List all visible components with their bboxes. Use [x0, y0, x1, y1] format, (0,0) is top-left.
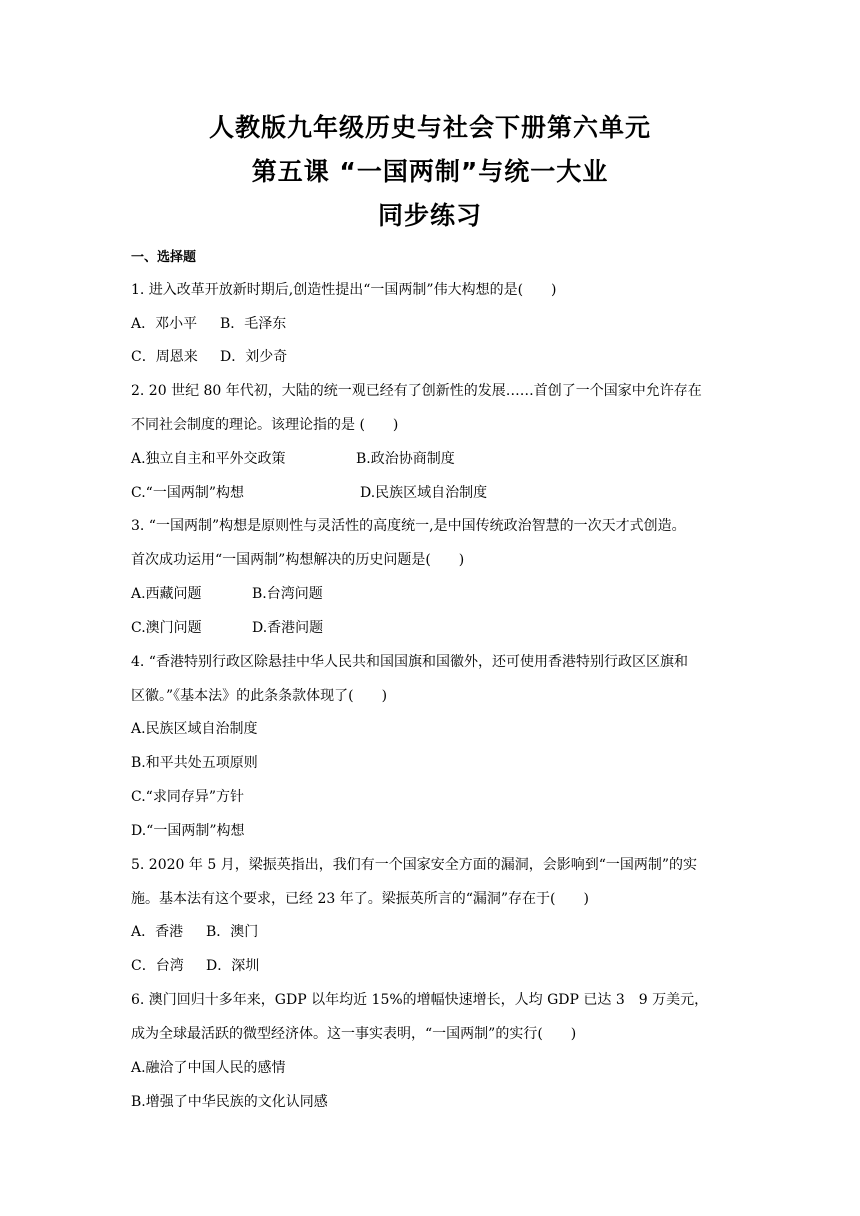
question-5-stem-line-1: 5. 2020 年 5 月，梁振英指出，我们有一个国家安全方面的漏洞，会影响到“一国两制”的实 — [131, 857, 698, 873]
question-2-option-a: A.独立自主和平外交政策 — [131, 451, 286, 467]
question-4-option-d: D.“一国两制”构想 — [131, 823, 245, 839]
question-4-option-b: B.和平共处五项原则 — [131, 755, 258, 771]
question-6-stem-line-1: 6. 澳门回归十多年来，GDP 以年均近 15%的增幅快速增长，人均 GDP 已达 3 9 万美元， — [131, 992, 709, 1008]
question-3-option-b: B.台湾问题 — [252, 586, 323, 602]
section-heading: 一、选择题 — [131, 250, 197, 265]
question-1-option-c: C．周恩来 — [131, 349, 198, 365]
question-2-option-c: C.“一国两制”构想 — [131, 485, 244, 501]
question-6-option-a: A.融洽了中国人民的感情 — [131, 1060, 286, 1076]
question-1-option-b: B．毛泽东 — [220, 316, 287, 332]
question-4-option-c: C.“求同存异”方针 — [131, 789, 244, 805]
document-title-line-1: 人教版九年级历史与社会下册第六单元 — [208, 113, 651, 142]
question-3-stem-line-1: 3. “一国两制”构想是原则性与灵活性的高度统一,是中国传统政治智慧的一次天才式创造。 — [131, 518, 686, 534]
question-5-option-c: C．台湾 — [131, 958, 184, 974]
question-6-option-b: B.增强了中华民族的文化认同感 — [131, 1094, 328, 1110]
question-5-option-row — [131, 956, 731, 976]
question-2-option-row — [131, 449, 731, 469]
question-3-option-row — [131, 584, 731, 604]
question-1-option-d: D．刘少奇 — [220, 349, 288, 365]
question-1-option-a: A．邓小平 — [131, 316, 198, 332]
question-3-stem-line-2: 首次成功运用“一国两制”构想解决的历史问题是( ) — [131, 552, 465, 568]
question-4-stem-line-1: 4. “香港特别行政区除悬挂中华人民共和国国旗和国徽外，还可使用香港特别行政区区旗和 — [131, 654, 688, 670]
question-3-option-d: D.香港问题 — [252, 620, 324, 636]
question-4-option-a: A.民族区域自治制度 — [131, 721, 258, 737]
question-5-option-a: A．香港 — [131, 924, 184, 940]
document-title-line-3: 同步练习 — [377, 201, 482, 230]
question-6-stem-line-2: 成为全球最活跃的微型经济体。这一事实表明，“一国两制”的实行( ) — [131, 1026, 577, 1042]
question-2-option-d: D.民族区域自治制度 — [360, 485, 488, 501]
question-2-option-row — [131, 483, 731, 503]
question-5-option-d: D．深圳 — [206, 958, 260, 974]
question-5-stem-line-2: 施。基本法有这个要求，已经 23 年了。梁振英所言的“漏洞”存在于( ) — [131, 891, 589, 907]
question-4-stem-line-2: 区徽。”《基本法》的此条条款体现了( ) — [131, 688, 388, 704]
question-1-option-row — [131, 314, 731, 334]
question-2-option-b: B.政治协商制度 — [356, 451, 455, 467]
question-1-option-row — [131, 347, 731, 367]
document-title-line-2: 第五课 “一国两制”与统一大业 — [251, 157, 609, 186]
question-3-option-row — [131, 618, 731, 638]
question-1-stem: 1. 进入改革开放新时期后,创造性提出“一国两制”伟大构想的是( ) — [131, 282, 557, 298]
question-3-option-c: C.澳门问题 — [131, 620, 202, 636]
question-2-stem-line-2: 不同社会制度的理论。该理论指的是 ( ) — [131, 417, 399, 433]
question-3-option-a: A.西藏问题 — [131, 586, 202, 602]
question-5-option-row — [131, 922, 731, 942]
question-5-option-b: B．澳门 — [206, 924, 259, 940]
question-2-stem-line-1: 2. 20 世纪 80 年代初，大陆的统一观已经有了创新性的发展……首创了一个国家中允许存在 — [131, 383, 702, 399]
